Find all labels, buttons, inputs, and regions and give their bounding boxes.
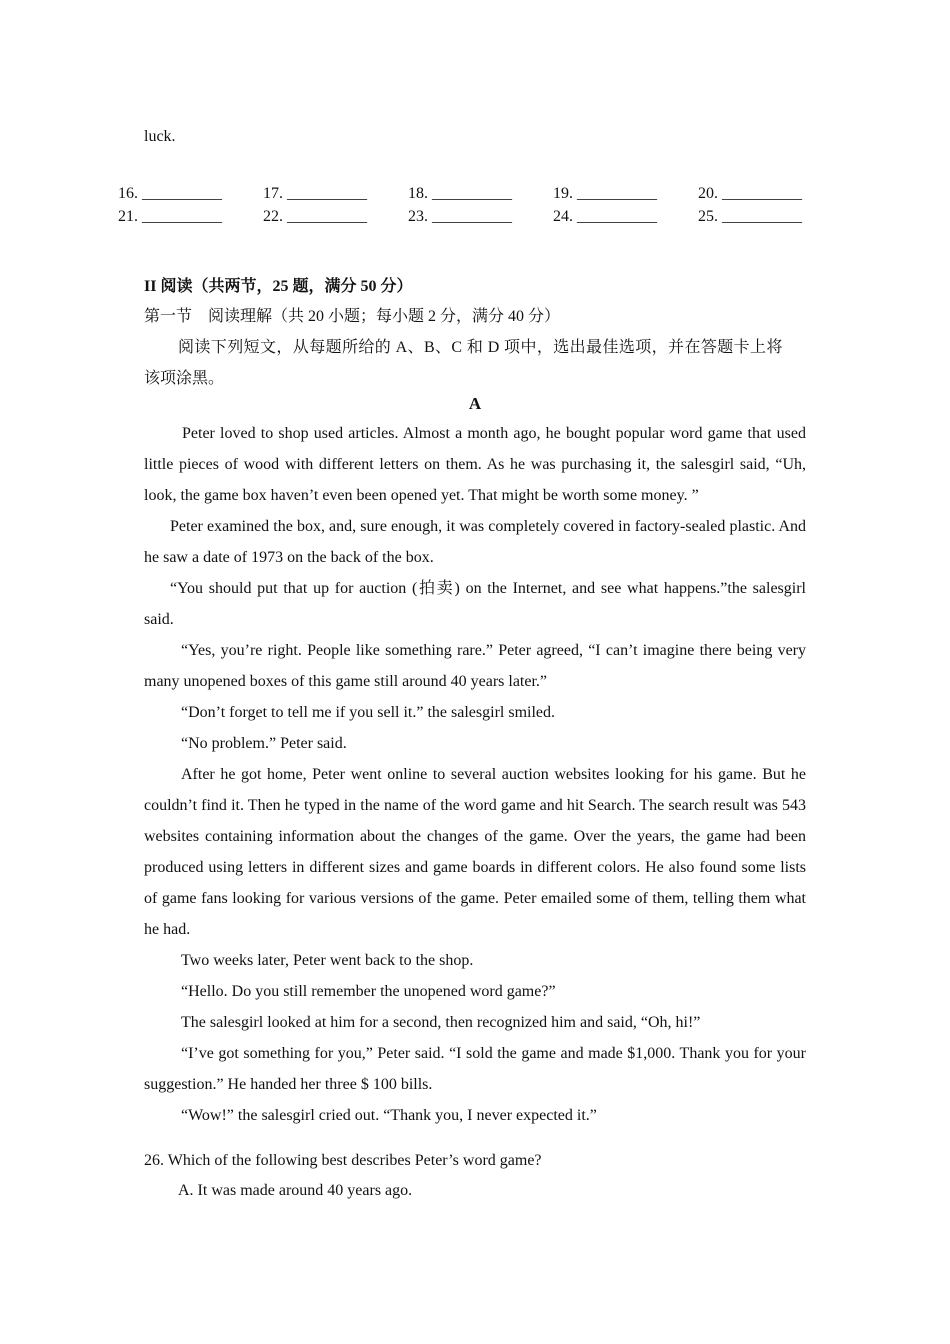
answer-blank-25[interactable]: 25. __________: [698, 208, 802, 225]
answer-blank-21[interactable]: 21. __________: [118, 208, 222, 225]
answer-blank-23[interactable]: 23. __________: [408, 208, 512, 225]
passage-body: [144, 418, 806, 1131]
passage-paragraph: “No problem.” Peter said.: [181, 735, 347, 752]
answer-blank-16[interactable]: 16. __________: [118, 185, 222, 202]
passage-paragraph: “You should put that up for auction (拍卖) on the Internet, and see what happens.”the salesgirl said.: [144, 580, 806, 628]
passage-letter: A: [468, 394, 482, 413]
passage-paragraph: Peter loved to shop used articles. Almost a month ago, he bought popular word game that used little pieces of wood with different letters on them. As he was purchasing it, the salesgirl said, “Uh, look, the game box haven’t even been opened yet. That might be worth some money. ”: [144, 425, 806, 504]
answer-blank-20[interactable]: 20. __________: [698, 185, 802, 202]
question-option-a[interactable]: A. It was made around 40 years ago.: [178, 1182, 413, 1199]
question-stem: 26. Which of the following best describes Peter’s word game?: [144, 1152, 542, 1169]
passage-paragraph: Two weeks later, Peter went back to the shop.: [181, 952, 474, 969]
answer-blank-24[interactable]: 24. __________: [553, 208, 657, 225]
passage-paragraph: The salesgirl looked at him for a second, then recognized him and said, “Oh, hi!”: [181, 1014, 701, 1031]
instructions-line-2: 该项涂黑。: [144, 370, 225, 387]
answer-blank-22[interactable]: 22. __________: [263, 208, 367, 225]
passage-paragraph: “Yes, you’re right. People like something rare.” Peter agreed, “I can’t imagine there being very many unopened boxes of this game still around 40 years later.”: [144, 642, 806, 690]
passage-paragraph: After he got home, Peter went online to several auction websites looking for his game. But he couldn’t find it. Then he typed in the name of the word game and hit Search. The search result was 543 websites containing information about the changes of the game. Over the years, the game had been produced using letters in different sizes and game boards in different colors. He also found some lists of game fans looking for various versions of the game. Peter emailed some of them, telling them what he had.: [144, 766, 806, 938]
answer-blank-17[interactable]: 17. __________: [263, 185, 367, 202]
section-heading: II 阅读（共两节，25 题，满分 50 分）: [144, 278, 413, 295]
passage-paragraph: “Hello. Do you still remember the unopened word game?”: [181, 983, 556, 1000]
section-subheading: 第一节 阅读理解（共 20 小题；每小题 2 分，满分 40 分）: [144, 308, 561, 325]
answer-blanks-row-2: [118, 208, 818, 228]
answer-blanks-row-1: [118, 185, 818, 205]
passage-paragraph: “Don’t forget to tell me if you sell it.” the salesgirl smiled.: [181, 704, 555, 721]
instructions-line-1: 阅读下列短文，从每题所给的 A、B、C 和 D 项中，选出最佳选项，并在答题卡上将: [178, 339, 783, 356]
top-fragment: luck.: [144, 128, 176, 145]
passage-paragraph: Peter examined the box, and, sure enough, it was completely covered in factory-sealed plastic. And he saw a date of 1973 on the back of the box.: [144, 518, 806, 566]
answer-blank-18[interactable]: 18. __________: [408, 185, 512, 202]
answer-blank-19[interactable]: 19. __________: [553, 185, 657, 202]
passage-paragraph: “I’ve got something for you,” Peter said. “I sold the game and made $1,000. Thank you for your suggestion.” He handed her three $ 100 bills.: [144, 1045, 806, 1093]
passage-paragraph: “Wow!” the salesgirl cried out. “Thank you, I never expected it.”: [181, 1107, 597, 1124]
